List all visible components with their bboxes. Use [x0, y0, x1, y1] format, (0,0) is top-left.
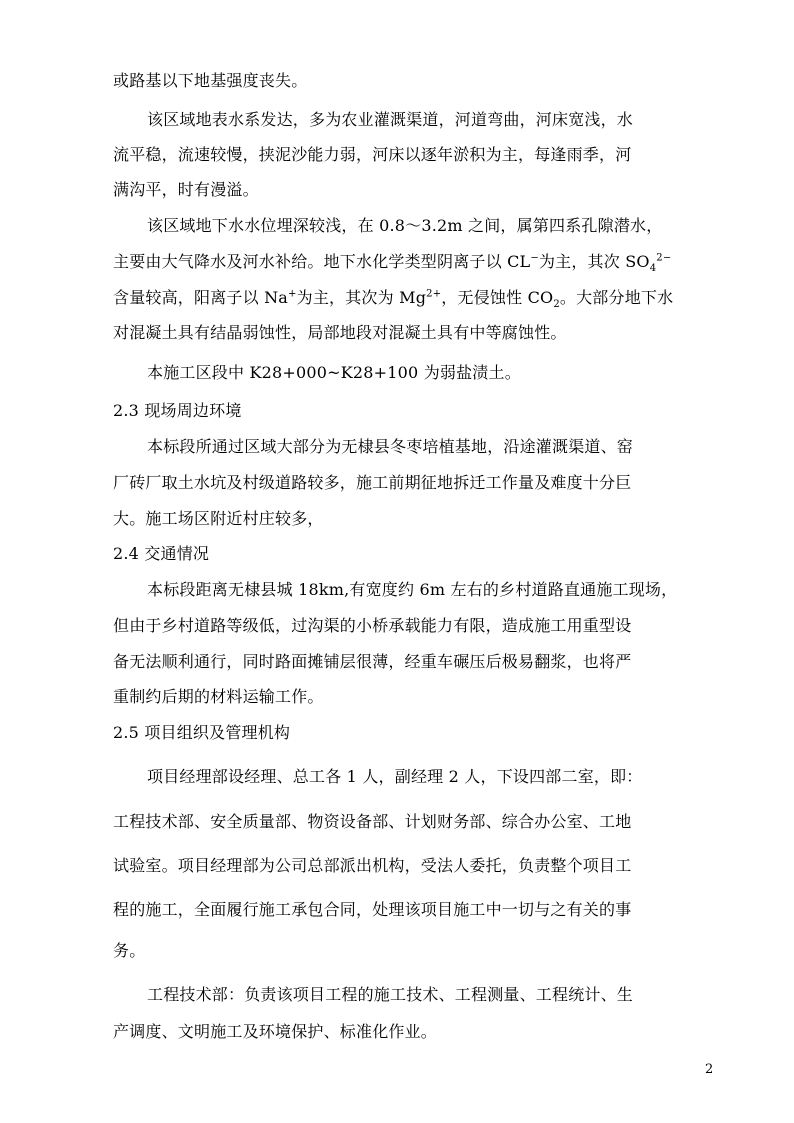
text-seg: 为主，其次 SO: [538, 252, 650, 271]
page-number: 2: [705, 1062, 714, 1077]
text-seg: ，无侵蚀性 CO: [441, 288, 554, 307]
chem-superscript: −: [530, 252, 539, 264]
chem-superscript: +: [288, 288, 297, 300]
text-line: 程的施工，全面履行施工承包合同，处理该项目施工中一切与之有关的事: [113, 900, 632, 919]
chem-superscript: 2−: [656, 252, 672, 264]
text-line: 重制约后期的材料运输工作。: [113, 687, 324, 706]
text-line: 该区域地表水系发达，多为农业灌溉渠道，河道弯曲，河床宽浅，水: [147, 110, 634, 129]
text-line: 流平稳，流速较慢，挟泥沙能力弱，河床以逐年淤积为主，每逢雨季，河: [113, 145, 632, 164]
text-line-chem-1: [113, 252, 672, 275]
text-line: 但由于乡村道路等级低，过沟渠的小桥承载能力有限，造成施工用重型设: [113, 616, 632, 635]
text-line: 工程技术部、安全质量部、物资设备部、计划财务部、综合办公室、工地: [113, 812, 632, 831]
text-line: 厂砖厂取土水坑及村级道路较多，施工前期征地拆迁工作量及难度十分巨: [113, 473, 632, 492]
chem-superscript: 2+: [426, 288, 442, 300]
text-line: 务。: [113, 941, 146, 960]
text-seg: 。大部分地下水: [559, 288, 674, 307]
text-line: 对混凝土具有结晶弱蚀性，局部地段对混凝土具有中等腐蚀性。: [113, 323, 567, 342]
text-line: 大。施工场区附近村庄较多，: [113, 509, 324, 528]
section-heading: 2.4 交通情况: [113, 544, 210, 563]
section-heading: 2.5 项目组织及管理机构: [113, 723, 291, 742]
section-heading: 2.3 现场周边环境: [113, 401, 242, 420]
text-line: 备无法顺利通行，同时路面摊铺层很薄，经重车碾压后极易翻浆，也将严: [113, 652, 632, 671]
text-line: 试验室。项目经理部为公司总部派出机构，受法人委托，负责整个项目工: [113, 856, 632, 875]
text-line: 或路基以下地基强度丧失。: [113, 71, 308, 90]
text-line: 该区域地下水水位埋深较浅，在 0.8～3.2m 之间，属第四系孔隙潜水，: [147, 216, 663, 235]
text-seg: 含量较高，阳离子以 Na: [113, 288, 289, 307]
text-seg: 主要由大气降水及河水补给。地下水化学类型阴离子以 CL: [113, 252, 531, 271]
chem-subscript: 2: [553, 299, 560, 311]
text-line: 产调度、文明施工及环境保护、标准化作业。: [113, 1022, 438, 1041]
text-line: 满沟平，时有漫溢。: [113, 180, 259, 199]
text-seg: 为主，其次为 Mg: [296, 288, 427, 307]
text-line: 项目经理部设经理、总工各 1 人，副经理 2 人，下设四部二室，即：: [147, 767, 643, 786]
chem-subscript: 4: [649, 263, 657, 275]
text-line: 工程技术部：负责该项目工程的施工技术、工程测量、工程统计、生: [147, 985, 634, 1004]
text-line-chem-2: [113, 288, 674, 311]
text-line: 本标段距离无棣县城 18km,有宽度约 6m 左右的乡村道路直通施工现场，: [147, 580, 678, 599]
text-line: 本标段所通过区域大部分为无棣县冬枣培植基地，沿途灌溉渠道、窑: [147, 437, 634, 456]
text-line: 本施工区段中 K28+000~K28+100 为弱盐渍土。: [147, 363, 521, 382]
